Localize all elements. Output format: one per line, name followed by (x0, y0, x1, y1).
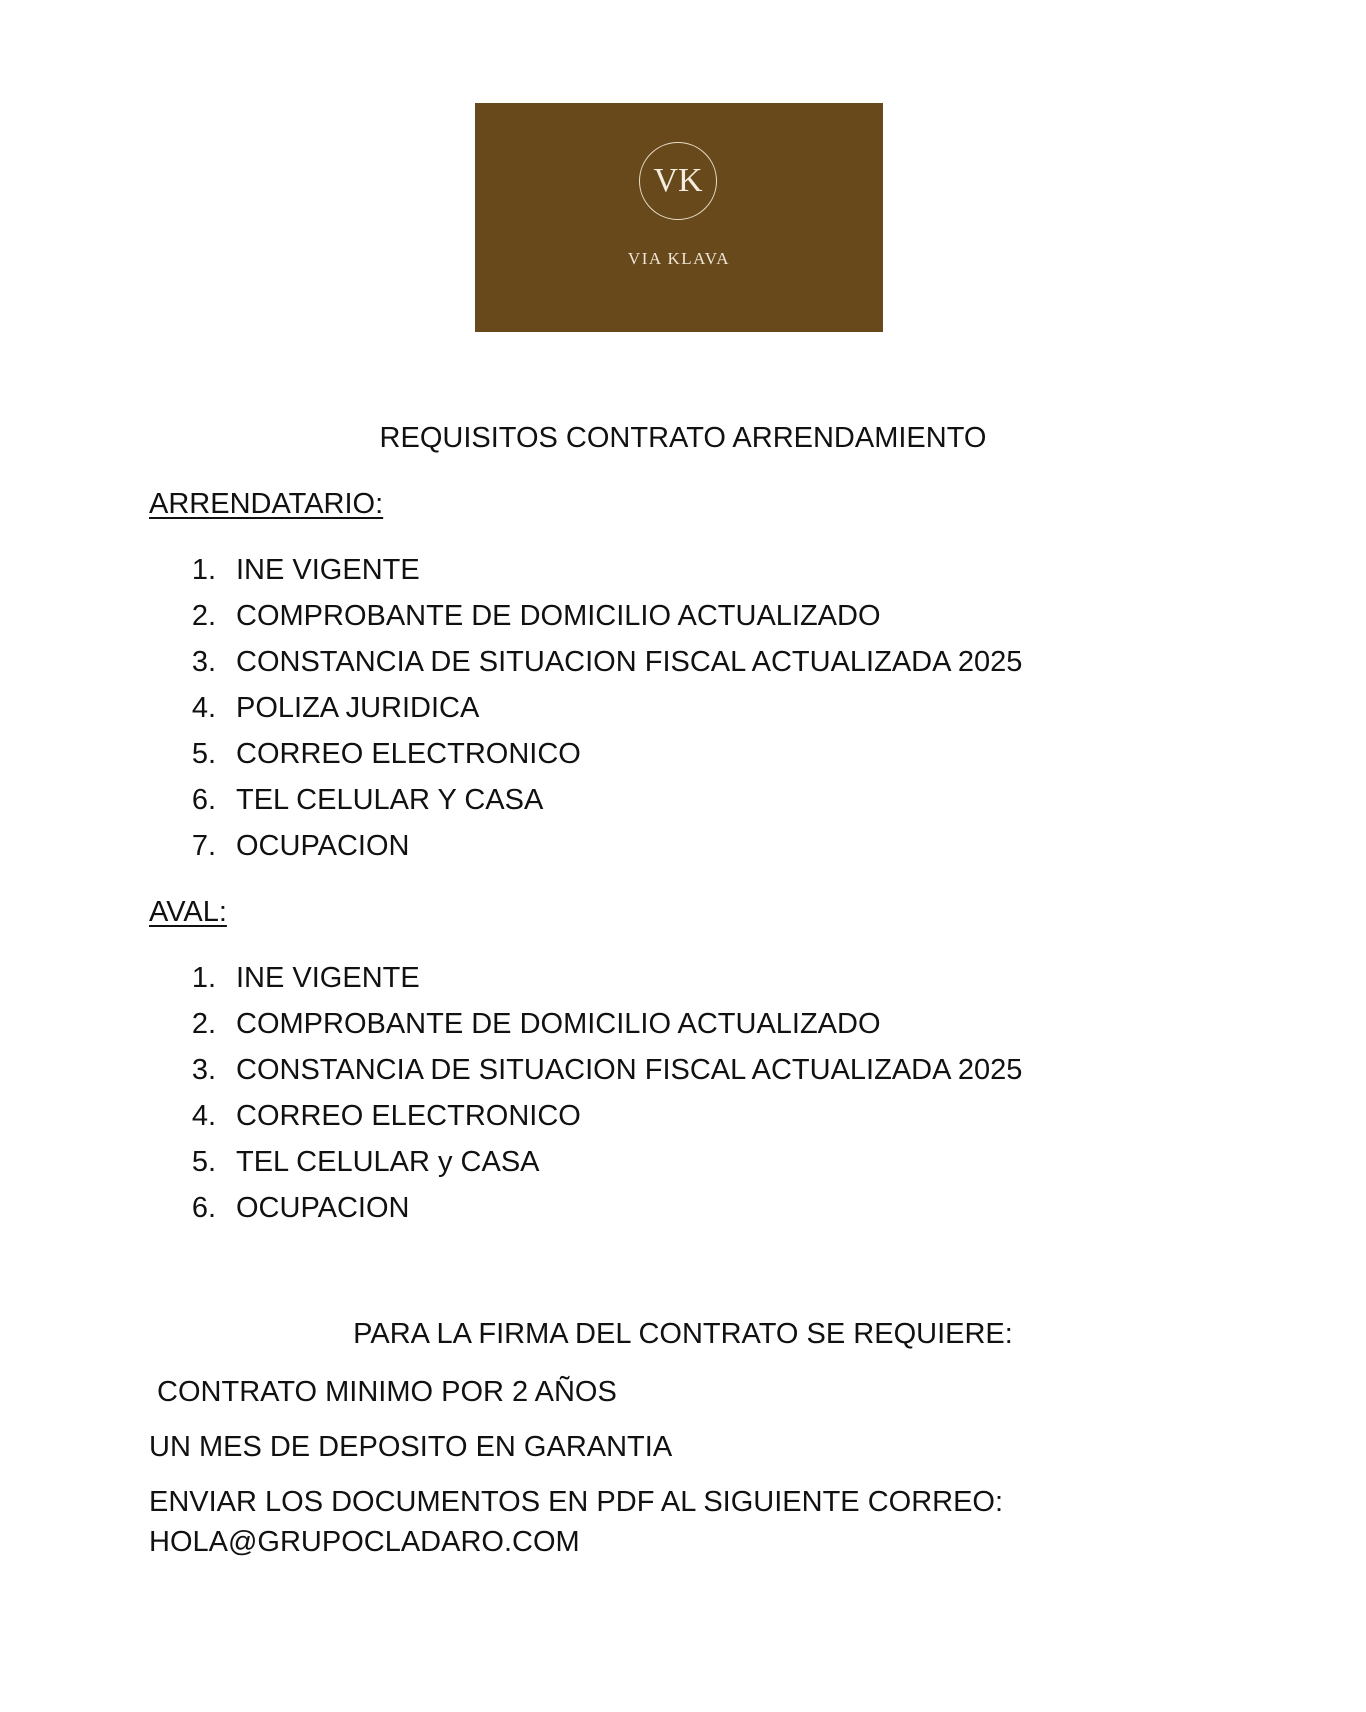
list-number: 1. (191, 962, 216, 994)
list-text: TEL CELULAR y CASA (236, 1146, 540, 1178)
contact-email: HOLA@GRUPOCLADARO.COM (149, 1526, 580, 1558)
logo-name: VIA KLAVA (627, 249, 731, 268)
logo-monogram: VK (639, 142, 717, 220)
list-number: 5. (191, 1146, 216, 1178)
list-number: 2. (191, 1008, 216, 1040)
list-text: INE VIGENTE (236, 554, 420, 586)
list-text: POLIZA JURIDICA (236, 692, 480, 724)
document-title: REQUISITOS CONTRATO ARRENDAMIENTO (379, 422, 987, 454)
list-text: CONSTANCIA DE SITUACION FISCAL ACTUALIZADA 2025 (236, 1054, 1023, 1086)
signing-line-deposit: UN MES DE DEPOSITO EN GARANTIA (149, 1431, 673, 1463)
signing-line-minimum-term: CONTRATO MINIMO POR 2 AÑOS (149, 1376, 617, 1408)
list-number: 1. (191, 554, 216, 586)
list-text: CORREO ELECTRONICO (236, 738, 581, 770)
list-number: 3. (191, 1054, 216, 1086)
list-number: 6. (191, 784, 216, 816)
list-number: 4. (191, 692, 216, 724)
list-number: 4. (191, 1100, 216, 1132)
list-text: CONSTANCIA DE SITUACION FISCAL ACTUALIZADA 2025 (236, 646, 1023, 678)
aval-heading: AVAL: (149, 896, 227, 928)
list-text: OCUPACION (236, 1192, 410, 1224)
arrendatario-heading: ARRENDATARIO: (149, 488, 384, 520)
list-number: 6. (191, 1192, 216, 1224)
list-number: 5. (191, 738, 216, 770)
list-text: COMPROBANTE DE DOMICILIO ACTUALIZADO (236, 1008, 881, 1040)
list-text: OCUPACION (236, 830, 410, 862)
list-text: COMPROBANTE DE DOMICILIO ACTUALIZADO (236, 600, 881, 632)
signing-line-send-documents: ENVIAR LOS DOCUMENTOS EN PDF AL SIGUIENTE CORREO: (149, 1486, 1004, 1518)
signing-heading: PARA LA FIRMA DEL CONTRATO SE REQUIERE: (353, 1318, 1013, 1350)
list-text: TEL CELULAR Y CASA (236, 784, 544, 816)
list-number: 3. (191, 646, 216, 678)
list-text: CORREO ELECTRONICO (236, 1100, 581, 1132)
list-number: 7. (191, 830, 216, 862)
list-number: 2. (191, 600, 216, 632)
via-klava-logo (475, 103, 883, 332)
list-text: INE VIGENTE (236, 962, 420, 994)
